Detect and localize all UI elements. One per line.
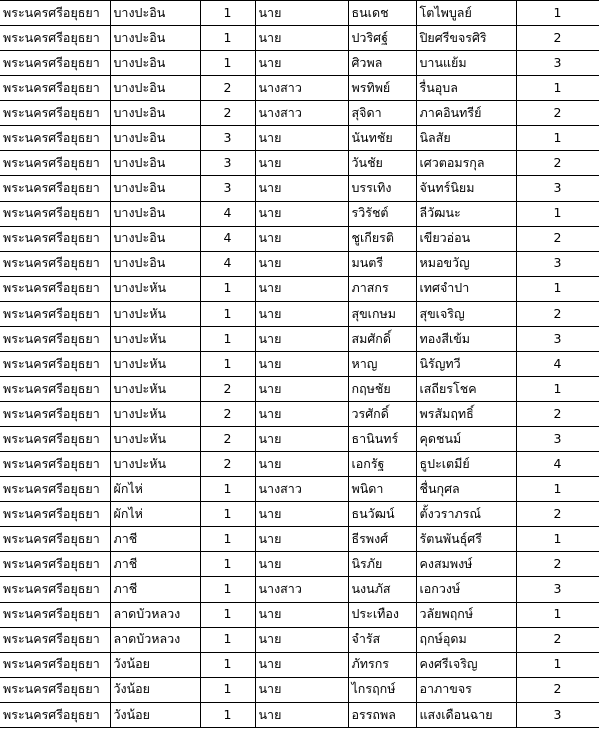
table-row: [0, 176, 599, 201]
number-cell: 1: [516, 1, 599, 26]
zone-cell: 2: [200, 101, 255, 126]
number-cell: 1: [516, 76, 599, 101]
last-name-cell: คุดชนม์: [416, 427, 516, 452]
number-cell: 2: [516, 502, 599, 527]
district-cell: บางปะหัน: [110, 402, 200, 427]
title-cell: นาย: [255, 552, 348, 577]
province-cell: พระนครศรีอยุธยา: [0, 427, 110, 452]
number-cell: 1: [516, 126, 599, 151]
table-row: [0, 76, 599, 101]
last-name-cell: บานแย้ม: [416, 51, 516, 76]
zone-cell: 2: [200, 402, 255, 427]
district-cell: บางปะหัน: [110, 452, 200, 477]
table-row: [0, 51, 599, 76]
last-name-cell: คงศรีเจริญ: [416, 652, 516, 677]
first-name-cell: ไกรฤกษ์: [348, 677, 416, 702]
title-cell: นาย: [255, 376, 348, 401]
first-name-cell: นันทชัย: [348, 126, 416, 151]
table-row: [0, 226, 599, 251]
province-cell: พระนครศรีอยุธยา: [0, 176, 110, 201]
first-name-cell: สุจิดา: [348, 101, 416, 126]
first-name-cell: วันชัย: [348, 151, 416, 176]
last-name-cell: แสงเดือนฉาย: [416, 702, 516, 727]
table-row: [0, 301, 599, 326]
zone-cell: 1: [200, 351, 255, 376]
zone-cell: 2: [200, 76, 255, 101]
title-cell: นาย: [255, 176, 348, 201]
number-cell: 1: [516, 652, 599, 677]
district-cell: บางปะหัน: [110, 301, 200, 326]
title-cell: นาย: [255, 51, 348, 76]
table-row: [0, 527, 599, 552]
zone-cell: 3: [200, 151, 255, 176]
first-name-cell: เอกรัฐ: [348, 452, 416, 477]
province-cell: พระนครศรีอยุธยา: [0, 76, 110, 101]
table-row: [0, 602, 599, 627]
number-cell: 3: [516, 326, 599, 351]
last-name-cell: เอกวงษ์: [416, 577, 516, 602]
zone-cell: 3: [200, 126, 255, 151]
first-name-cell: ภัทรกร: [348, 652, 416, 677]
district-cell: บางปะอิน: [110, 176, 200, 201]
last-name-cell: เขียวอ่อน: [416, 226, 516, 251]
province-cell: พระนครศรีอยุธยา: [0, 677, 110, 702]
zone-cell: 2: [200, 376, 255, 401]
first-name-cell: ธานินทร์: [348, 427, 416, 452]
table-row: [0, 402, 599, 427]
table-row: [0, 1, 599, 26]
zone-cell: 1: [200, 627, 255, 652]
province-cell: พระนครศรีอยุธยา: [0, 251, 110, 276]
district-cell: ภาชี: [110, 552, 200, 577]
number-cell: 1: [516, 602, 599, 627]
table-row: [0, 101, 599, 126]
title-cell: นาย: [255, 326, 348, 351]
title-cell: นาย: [255, 226, 348, 251]
title-cell: นาย: [255, 602, 348, 627]
title-cell: นาย: [255, 702, 348, 727]
province-cell: พระนครศรีอยุธยา: [0, 276, 110, 301]
district-cell: บางปะอิน: [110, 201, 200, 226]
district-cell: ภาชี: [110, 577, 200, 602]
number-cell: 1: [516, 376, 599, 401]
table-row: [0, 326, 599, 351]
first-name-cell: ชูเกียรติ: [348, 226, 416, 251]
title-cell: นาย: [255, 427, 348, 452]
zone-cell: 1: [200, 702, 255, 727]
province-cell: พระนครศรีอยุธยา: [0, 577, 110, 602]
title-cell: นาย: [255, 1, 348, 26]
province-cell: พระนครศรีอยุธยา: [0, 226, 110, 251]
zone-cell: 1: [200, 652, 255, 677]
last-name-cell: สุขเจริญ: [416, 301, 516, 326]
first-name-cell: สมศักดิ์: [348, 326, 416, 351]
first-name-cell: รวิรัชต์: [348, 201, 416, 226]
first-name-cell: วรศักดิ์: [348, 402, 416, 427]
last-name-cell: โตไพบูลย์: [416, 1, 516, 26]
first-name-cell: ปวริศฐ์: [348, 26, 416, 51]
last-name-cell: วลัยพฤกษ์: [416, 602, 516, 627]
table-row: [0, 201, 599, 226]
district-cell: ผักไห่: [110, 502, 200, 527]
table-row: [0, 351, 599, 376]
province-cell: พระนครศรีอยุธยา: [0, 201, 110, 226]
table-row: [0, 26, 599, 51]
title-cell: นาย: [255, 151, 348, 176]
first-name-cell: ศิวพล: [348, 51, 416, 76]
zone-cell: 4: [200, 201, 255, 226]
title-cell: นางสาว: [255, 76, 348, 101]
last-name-cell: ปิยศรีขจรศิริ: [416, 26, 516, 51]
district-cell: ภาชี: [110, 527, 200, 552]
number-cell: 3: [516, 702, 599, 727]
district-cell: วังน้อย: [110, 677, 200, 702]
zone-cell: 1: [200, 26, 255, 51]
zone-cell: 4: [200, 251, 255, 276]
zone-cell: 4: [200, 226, 255, 251]
table-body: [0, 1, 599, 728]
title-cell: นาย: [255, 527, 348, 552]
table-row: [0, 577, 599, 602]
last-name-cell: รัตนพันธุ์ศรี: [416, 527, 516, 552]
province-cell: พระนครศรีอยุธยา: [0, 527, 110, 552]
number-cell: 2: [516, 151, 599, 176]
last-name-cell: ธูปะเตมีย์: [416, 452, 516, 477]
first-name-cell: ธนวัฒน์: [348, 502, 416, 527]
table-row: [0, 477, 599, 502]
table-row: [0, 702, 599, 727]
title-cell: นาย: [255, 402, 348, 427]
district-cell: บางปะอิน: [110, 251, 200, 276]
first-name-cell: หาญ: [348, 351, 416, 376]
province-cell: พระนครศรีอยุธยา: [0, 51, 110, 76]
last-name-cell: คงสมพงษ์: [416, 552, 516, 577]
last-name-cell: รื่นอุบล: [416, 76, 516, 101]
table-row: [0, 552, 599, 577]
zone-cell: 1: [200, 677, 255, 702]
table-row: [0, 376, 599, 401]
zone-cell: 1: [200, 552, 255, 577]
last-name-cell: ทองสีเข้ม: [416, 326, 516, 351]
number-cell: 3: [516, 427, 599, 452]
district-cell: บางปะหัน: [110, 326, 200, 351]
province-cell: พระนครศรีอยุธยา: [0, 477, 110, 502]
title-cell: นางสาว: [255, 101, 348, 126]
table-row: [0, 652, 599, 677]
first-name-cell: ประเทือง: [348, 602, 416, 627]
district-cell: ลาดบัวหลวง: [110, 627, 200, 652]
zone-cell: 2: [200, 452, 255, 477]
province-cell: พระนครศรีอยุธยา: [0, 1, 110, 26]
title-cell: นาย: [255, 201, 348, 226]
zone-cell: 1: [200, 276, 255, 301]
table-row: [0, 151, 599, 176]
number-cell: 4: [516, 351, 599, 376]
province-cell: พระนครศรีอยุธยา: [0, 101, 110, 126]
table-row: [0, 427, 599, 452]
table-row: [0, 627, 599, 652]
province-cell: พระนครศรีอยุธยา: [0, 602, 110, 627]
last-name-cell: เทศจำปา: [416, 276, 516, 301]
province-cell: พระนครศรีอยุธยา: [0, 326, 110, 351]
last-name-cell: ลีวัฒนะ: [416, 201, 516, 226]
number-cell: 3: [516, 251, 599, 276]
last-name-cell: ชื่นกุศล: [416, 477, 516, 502]
province-cell: พระนครศรีอยุธยา: [0, 652, 110, 677]
zone-cell: 2: [200, 427, 255, 452]
province-cell: พระนครศรีอยุธยา: [0, 26, 110, 51]
number-cell: 2: [516, 226, 599, 251]
province-cell: พระนครศรีอยุธยา: [0, 126, 110, 151]
title-cell: นาย: [255, 351, 348, 376]
zone-cell: 1: [200, 51, 255, 76]
last-name-cell: พรสัมฤทธิ์: [416, 402, 516, 427]
first-name-cell: พนิดา: [348, 477, 416, 502]
number-cell: 3: [516, 577, 599, 602]
first-name-cell: อรรถพล: [348, 702, 416, 727]
district-cell: บางปะอิน: [110, 1, 200, 26]
last-name-cell: เสถียรโชค: [416, 376, 516, 401]
number-cell: 2: [516, 402, 599, 427]
title-cell: นาย: [255, 652, 348, 677]
last-name-cell: อาภาขจร: [416, 677, 516, 702]
number-cell: 2: [516, 677, 599, 702]
number-cell: 3: [516, 51, 599, 76]
number-cell: 1: [516, 276, 599, 301]
number-cell: 1: [516, 527, 599, 552]
number-cell: 4: [516, 452, 599, 477]
zone-cell: 1: [200, 477, 255, 502]
zone-cell: 1: [200, 326, 255, 351]
number-cell: 2: [516, 26, 599, 51]
province-cell: พระนครศรีอยุธยา: [0, 402, 110, 427]
last-name-cell: ตั้งวราภรณ์: [416, 502, 516, 527]
last-name-cell: เศวตอมรกุล: [416, 151, 516, 176]
table-row: [0, 276, 599, 301]
first-name-cell: ภาสกร: [348, 276, 416, 301]
zone-cell: 1: [200, 527, 255, 552]
district-cell: บางปะอิน: [110, 51, 200, 76]
province-cell: พระนครศรีอยุธยา: [0, 502, 110, 527]
title-cell: นาย: [255, 301, 348, 326]
district-cell: บางปะอิน: [110, 126, 200, 151]
table-row: [0, 677, 599, 702]
province-cell: พระนครศรีอยุธยา: [0, 552, 110, 577]
first-name-cell: ธีรพงศ์: [348, 527, 416, 552]
table-row: [0, 502, 599, 527]
zone-cell: 1: [200, 577, 255, 602]
first-name-cell: นงนภัส: [348, 577, 416, 602]
title-cell: นาย: [255, 452, 348, 477]
zone-cell: 1: [200, 301, 255, 326]
first-name-cell: บรรเทิง: [348, 176, 416, 201]
title-cell: นาย: [255, 251, 348, 276]
number-cell: 1: [516, 477, 599, 502]
title-cell: นาย: [255, 126, 348, 151]
province-cell: พระนครศรีอยุธยา: [0, 376, 110, 401]
first-name-cell: มนตรี: [348, 251, 416, 276]
title-cell: นางสาว: [255, 577, 348, 602]
title-cell: นาย: [255, 26, 348, 51]
table-row: [0, 452, 599, 477]
province-cell: พระนครศรีอยุธยา: [0, 452, 110, 477]
last-name-cell: จันทร์นิยม: [416, 176, 516, 201]
number-cell: 2: [516, 101, 599, 126]
province-cell: พระนครศรีอยุธยา: [0, 151, 110, 176]
title-cell: นาย: [255, 276, 348, 301]
province-cell: พระนครศรีอยุธยา: [0, 301, 110, 326]
zone-cell: 1: [200, 1, 255, 26]
last-name-cell: หมอขวัญ: [416, 251, 516, 276]
zone-cell: 1: [200, 602, 255, 627]
title-cell: นาย: [255, 677, 348, 702]
last-name-cell: ภาคอินทรีย์: [416, 101, 516, 126]
zone-cell: 1: [200, 502, 255, 527]
title-cell: นาย: [255, 627, 348, 652]
province-cell: พระนครศรีอยุธยา: [0, 627, 110, 652]
title-cell: นางสาว: [255, 477, 348, 502]
district-cell: บางปะอิน: [110, 76, 200, 101]
zone-cell: 3: [200, 176, 255, 201]
number-cell: 3: [516, 176, 599, 201]
number-cell: 2: [516, 627, 599, 652]
district-cell: บางปะหัน: [110, 276, 200, 301]
first-name-cell: ธนเดช: [348, 1, 416, 26]
district-cell: บางปะอิน: [110, 101, 200, 126]
district-cell: ลาดบัวหลวง: [110, 602, 200, 627]
number-cell: 1: [516, 201, 599, 226]
district-cell: บางปะอิน: [110, 151, 200, 176]
number-cell: 2: [516, 301, 599, 326]
last-name-cell: ฤกษ์อุดม: [416, 627, 516, 652]
district-cell: บางปะหัน: [110, 376, 200, 401]
first-name-cell: นิรภัย: [348, 552, 416, 577]
province-cell: พระนครศรีอยุธยา: [0, 351, 110, 376]
table-row: [0, 126, 599, 151]
title-cell: นาย: [255, 502, 348, 527]
district-cell: บางปะหัน: [110, 427, 200, 452]
district-cell: บางปะหัน: [110, 351, 200, 376]
province-cell: พระนครศรีอยุธยา: [0, 702, 110, 727]
last-name-cell: นิรัญทวี: [416, 351, 516, 376]
first-name-cell: พรทิพย์: [348, 76, 416, 101]
district-cell: บางปะอิน: [110, 26, 200, 51]
table-row: [0, 251, 599, 276]
district-cell: วังน้อย: [110, 702, 200, 727]
district-cell: บางปะอิน: [110, 226, 200, 251]
first-name-cell: กฤษชัย: [348, 376, 416, 401]
first-name-cell: สุขเกษม: [348, 301, 416, 326]
last-name-cell: นิลสัย: [416, 126, 516, 151]
district-cell: วังน้อย: [110, 652, 200, 677]
district-cell: ผักไห่: [110, 477, 200, 502]
first-name-cell: จำรัส: [348, 627, 416, 652]
number-cell: 2: [516, 552, 599, 577]
